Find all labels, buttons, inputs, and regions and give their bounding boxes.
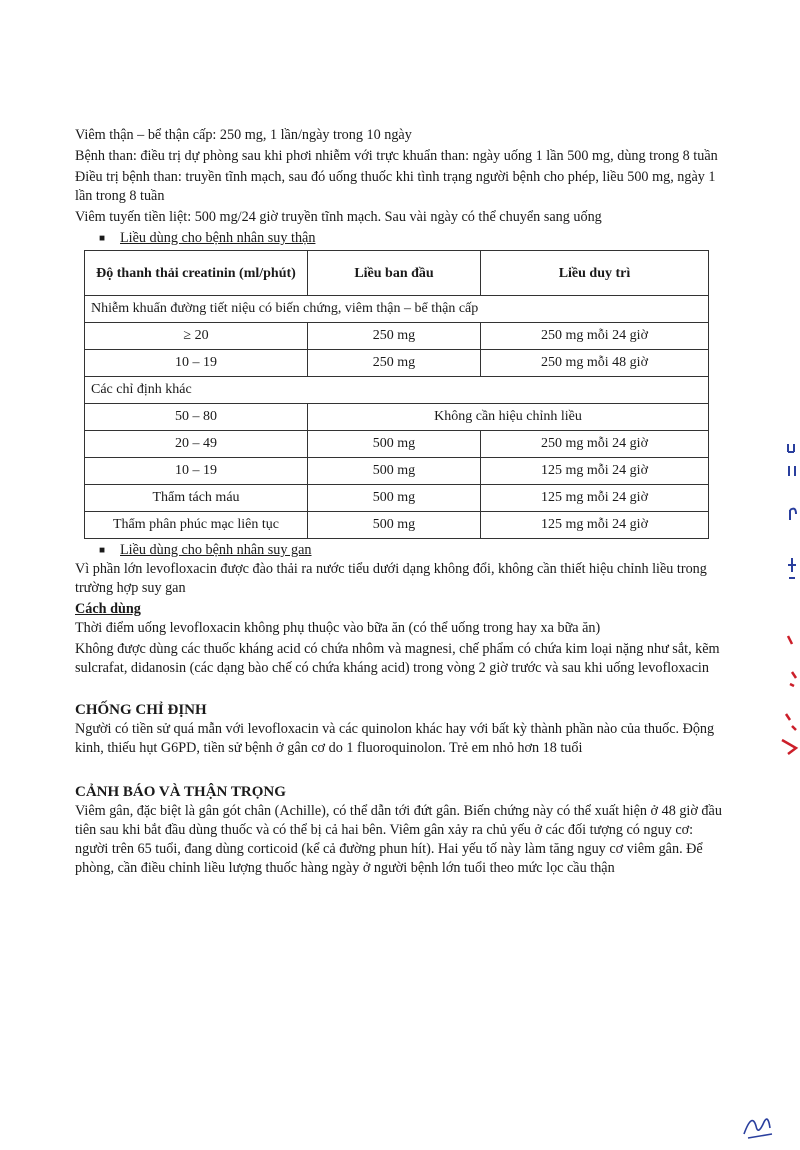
header-initial-dose: Liều ban đầu xyxy=(308,251,481,296)
stamp-red-fragments-icon xyxy=(778,630,800,760)
bullet-renal-dosing xyxy=(75,229,725,248)
table-group-row xyxy=(85,377,709,404)
stamp-blue-fragments-icon xyxy=(784,440,800,590)
table-header-row xyxy=(85,251,709,296)
bullet-renal-label: Liều dùng cho bệnh nhân suy thận xyxy=(120,230,316,246)
paragraph-warnings: Viêm gân, đặc biệt là gân gót chân (Achille), có thể dẫn tới đứt gân. Biến chứng này có thể xuất hiện ở 48 giờ đầu tiên sau khi bắt đầu dùng thuốc và có thể bị cả hai bên. Viêm gân xảy ra chủ yếu ở các đối tượng có nguy cơ: người trên 65 tuổi, đang dùng corticoid (kể cả đường phun hít). Hai yếu tố này làm tăng nguy cơ viêm gân. Để phòng, cần điều chỉnh liều lượng thuốc hàng ngày ở người bệnh lớn tuổi theo mức lọc cầu thận xyxy=(75,803,722,876)
paragraph-prostatitis: Viêm tuyến tiền liệt: 500 mg/24 giờ truyền tĩnh mạch. Sau vài ngày có thể chuyển sang uống xyxy=(75,209,602,225)
paragraph-usage-antacids: Không được dùng các thuốc kháng acid có chứa nhôm và magnesi, chế phẩm có chứa kim loại nặng như sắt, kẽm sulcrafat, didanosin (các dạng bào chế có chứa kháng acid) trong vòng 2 giờ trước và sau khi uống levofloxacin xyxy=(75,641,720,676)
cell-clearance: 10 – 19 xyxy=(85,458,308,485)
table-row xyxy=(85,458,709,485)
cell-clearance: Thẩm phân phúc mạc liên tục xyxy=(85,512,308,539)
table-row xyxy=(85,323,709,350)
cell-clearance: 10 – 19 xyxy=(85,350,308,377)
cell-maintenance: 125 mg mỗi 24 giờ xyxy=(481,485,709,512)
group-other-label: Các chỉ định khác xyxy=(85,377,709,404)
header-maintenance-dose: Liều duy trì xyxy=(481,251,709,296)
usage-heading: Cách dùng xyxy=(75,601,141,617)
cell-initial: 500 mg xyxy=(308,431,481,458)
warnings-heading: CẢNH BÁO VÀ THẬN TRỌNG xyxy=(75,784,286,800)
signature-initials-icon xyxy=(738,1108,778,1144)
cell-maintenance: 125 mg mỗi 24 giờ xyxy=(481,512,709,539)
header-creatinine: Độ thanh thải creatinin (ml/phút) xyxy=(85,251,308,296)
paragraph-usage-food: Thời điểm uống levofloxacin không phụ thuộc vào bữa ăn (có thể uống trong hay xa bữa ăn) xyxy=(75,620,601,636)
cell-no-adjustment: Không cần hiệu chỉnh liều xyxy=(308,404,709,431)
paragraph-pyelonephritis: Viêm thận – bể thận cấp: 250 mg, 1 lần/ngày trong 10 ngày xyxy=(75,127,412,143)
cell-initial: 500 mg xyxy=(308,458,481,485)
cell-clearance: Thẩm tách máu xyxy=(85,485,308,512)
cell-initial: 250 mg xyxy=(308,323,481,350)
table-row xyxy=(85,404,709,431)
cell-maintenance: 125 mg mỗi 24 giờ xyxy=(481,458,709,485)
cell-clearance: 20 – 49 xyxy=(85,431,308,458)
paragraph-anthrax-prophylaxis: Bệnh than: điều trị dự phòng sau khi phơi nhiễm với trực khuẩn than: ngày uống 1 lần 500 mg, dùng trong 8 tuần xyxy=(75,148,718,164)
cell-maintenance: 250 mg mỗi 24 giờ xyxy=(481,431,709,458)
cell-initial: 500 mg xyxy=(308,485,481,512)
bullet-square-icon: ■ xyxy=(99,545,106,556)
section-spacer xyxy=(75,680,725,700)
cell-clearance: 50 – 80 xyxy=(85,404,308,431)
section-spacer xyxy=(75,760,725,782)
document-body xyxy=(75,126,725,880)
contraindications-heading: CHỐNG CHỈ ĐỊNH xyxy=(75,702,207,718)
bullet-hepatic-dosing xyxy=(75,541,725,560)
cell-maintenance: 250 mg mỗi 24 giờ xyxy=(481,323,709,350)
cell-clearance: ≥ 20 xyxy=(85,323,308,350)
cell-maintenance: 250 mg mỗi 48 giờ xyxy=(481,350,709,377)
table-row xyxy=(85,512,709,539)
table-group-row xyxy=(85,296,709,323)
cell-initial: 500 mg xyxy=(308,512,481,539)
paragraph-contraindications: Người có tiền sử quá mẫn với levofloxacin và các quinolon khác hay với bất kỳ thành phần nào của thuốc. Động kinh, thiếu hụt G6PD, tiền sử bệnh ở gân cơ do 1 fluoroquinolon. Trẻ em nhỏ hơn 18 tuổi xyxy=(75,721,715,756)
bullet-square-icon: ■ xyxy=(99,233,106,244)
cell-initial: 250 mg xyxy=(308,350,481,377)
renal-dosing-table xyxy=(84,250,709,539)
group-uti-label: Nhiễm khuẩn đường tiết niệu có biến chứng, viêm thận – bể thận cấp xyxy=(85,296,709,323)
paragraph-anthrax-treatment: Điều trị bệnh than: truyền tĩnh mạch, sau đó uống thuốc khi tình trạng người bệnh cho phép, liều 500 mg, ngày 1 lần trong 8 tuần xyxy=(75,169,716,204)
paragraph-hepatic: Vì phần lớn levofloxacin được đào thải ra nước tiểu dưới dạng không đổi, không cần thiết hiệu chỉnh liều trong trường hợp suy gan xyxy=(75,561,707,596)
table-row xyxy=(85,485,709,512)
table-row xyxy=(85,431,709,458)
table-row xyxy=(85,350,709,377)
bullet-hepatic-label: Liều dùng cho bệnh nhân suy gan xyxy=(120,542,312,558)
